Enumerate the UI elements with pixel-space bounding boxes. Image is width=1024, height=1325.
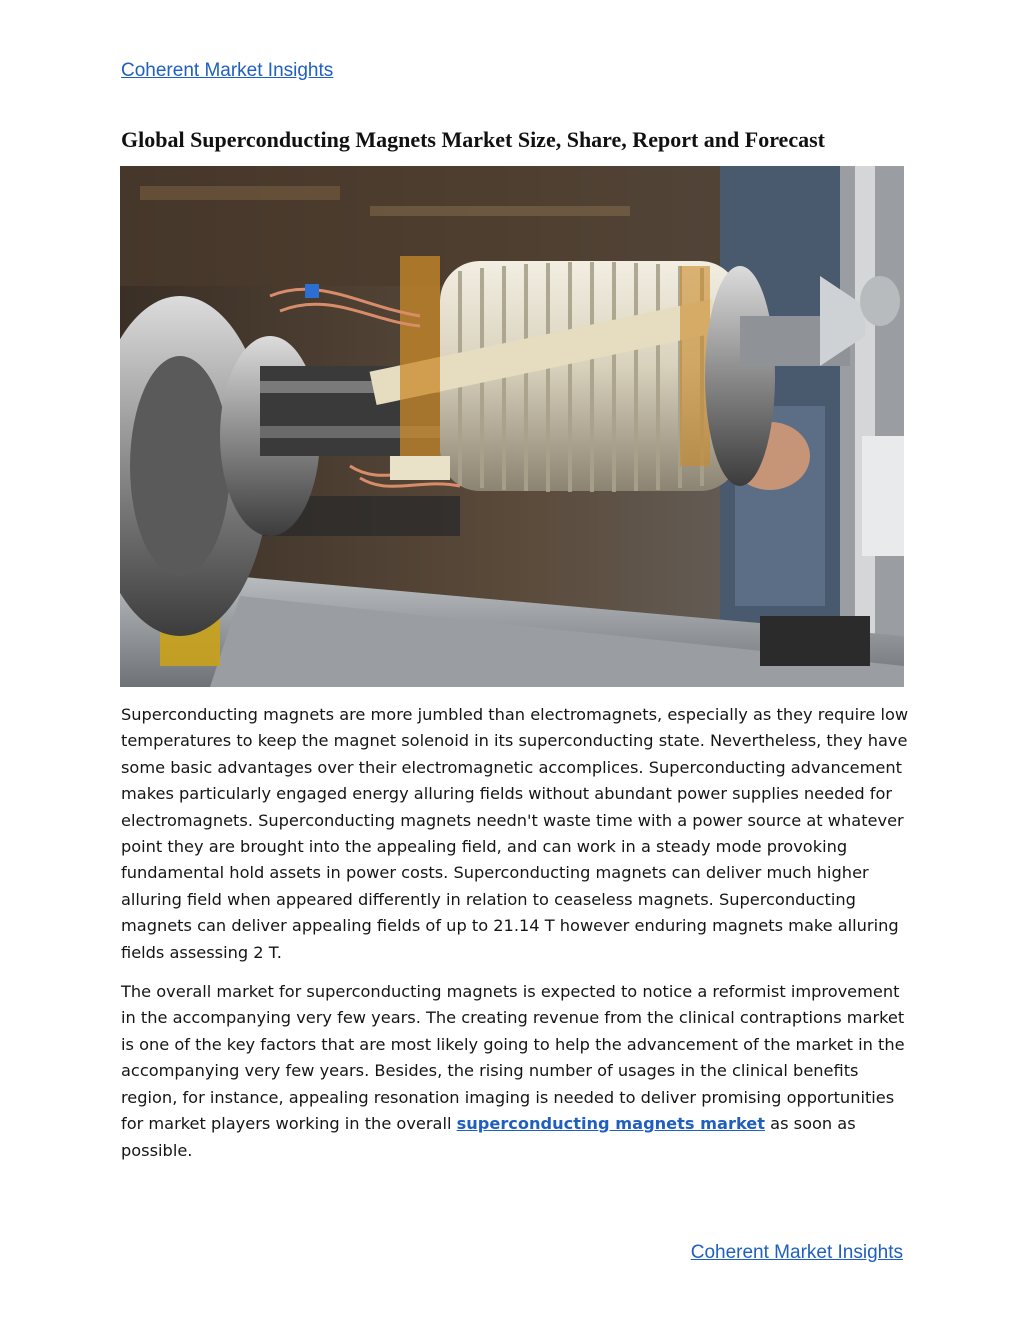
paragraph-2 bbox=[121, 979, 911, 1164]
paragraph-1: Superconducting magnets are more jumbled than electromagnets, especially as they require low temperatures to keep the magnet solenoid in its superconducting state. Nevertheless, they have some basic advantages over their electromagnetic accomplices. Superconducting advancement makes particularly engaged energy alluring fields without abundant power supplies needed for electromagnets. Superconducting magnets needn't waste time with a power source at whatever point they are brought into the appealing field, and can work in a steady mode provoking fundamental hold assets in power costs. Superconducting magnets can deliver much higher alluring field when appeared differently in relation to ceaseless magnets. Superconducting magnets can deliver appealing fields of up to 21.14 T however enduring magnets make alluring fields assessing 2 T. bbox=[121, 705, 909, 962]
article-title: Global Superconducting Magnets Market Size, Share, Report and Forecast bbox=[121, 127, 825, 152]
header-site-link[interactable]: Coherent Market Insights bbox=[121, 60, 334, 81]
superconducting-magnets-market-link[interactable]: superconducting magnets market bbox=[456, 1114, 765, 1134]
paragraph-2-text-end: as soon as possible. bbox=[121, 1114, 856, 1160]
article-body bbox=[121, 702, 911, 1177]
footer-site-link[interactable]: Coherent Market Insights bbox=[690, 1242, 903, 1263]
paragraph-2-text-start: The overall market for superconducting magnets is expected to notice a reformist improvement in the accompanying very few years. The creating revenue from the clinical contraptions market is one of the key factors that are most likely going to help the advancement of the market in the accompanying very few years. Besides, the rising number of usages in the clinical benefits region, for instance, appealing resonation imaging is needed to deliver promising opportunities for market players working in the overall bbox=[121, 982, 905, 1134]
hero-image-superconducting-magnet bbox=[120, 166, 904, 687]
